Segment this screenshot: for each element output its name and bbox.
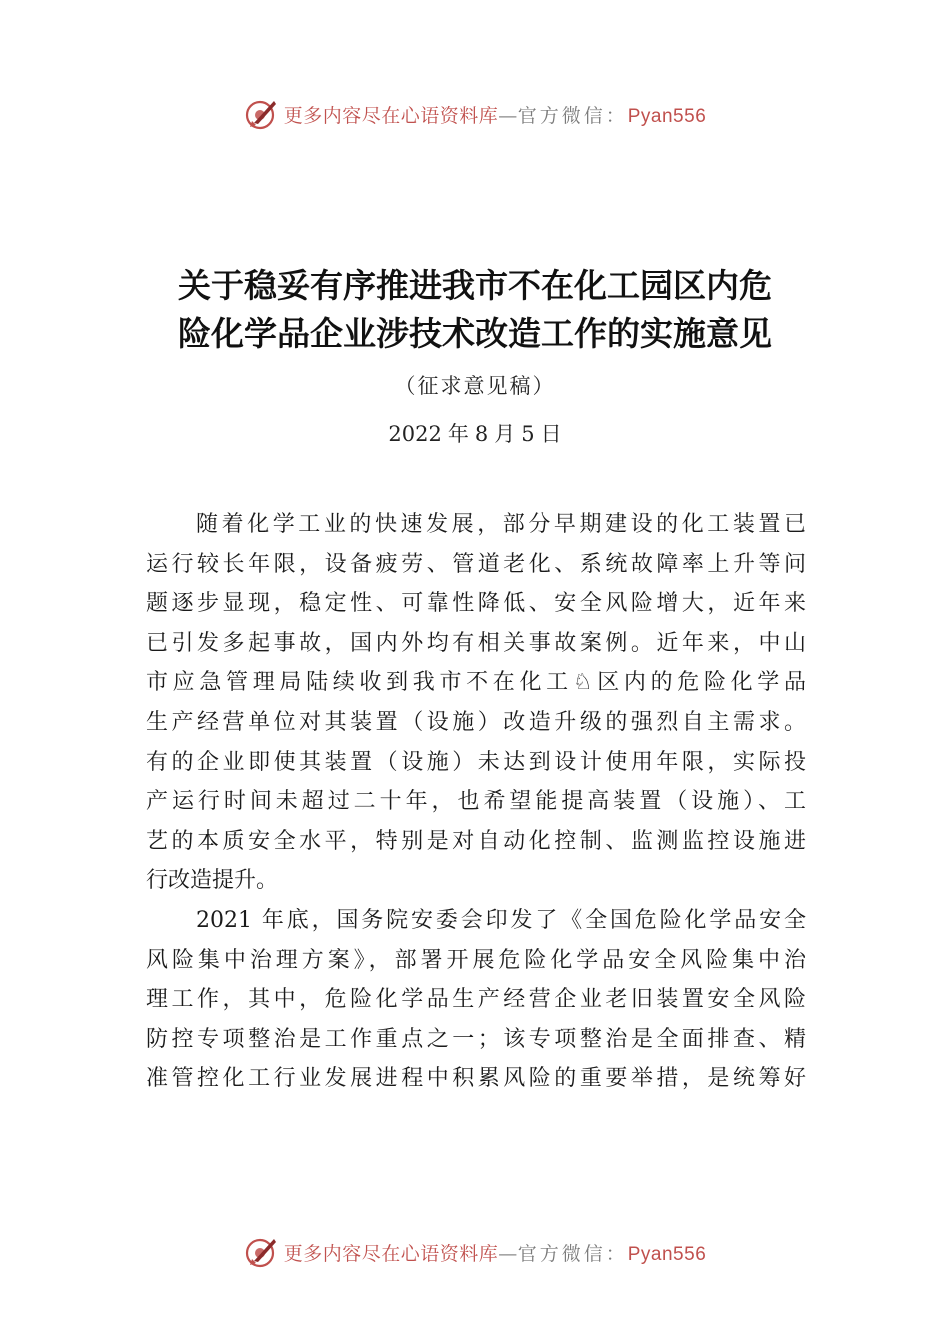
title-line-1: 关于稳妥有序推进我市不在化工园区内危 xyxy=(178,266,772,305)
body-line: 行改造提升。 xyxy=(146,868,279,894)
date-day-unit: 日 xyxy=(540,422,562,446)
body-line: 产运行时间未超过二十年，也希望能提高装置（设施）、工 xyxy=(146,789,806,815)
body-line: 准管控化工行业发展进程中积累风险的重要举措，是统筹好 xyxy=(146,1066,806,1092)
body-line: 风险集中治理方案》，部署开展危险化学品安全风险集中治 xyxy=(146,947,806,973)
banner-separator: — xyxy=(498,104,518,127)
wechat-label: 官方微信： xyxy=(517,104,628,127)
quill-logo-icon xyxy=(244,97,278,131)
body-line: 市应急管理局陆续收到我市不在化工♘区内的危险化学品 xyxy=(146,670,806,696)
body-line: 有的企业即使其装置（设施）未达到设计使用年限，实际投 xyxy=(146,749,806,775)
date-month-unit: 月 xyxy=(494,422,516,446)
date-day: 5 xyxy=(521,422,535,446)
body-line: 题逐步显现，稳定性、可靠性降低、安全风险增大，近年来 xyxy=(146,591,806,617)
quill-logo-icon xyxy=(244,1235,278,1269)
body-line: 艺的本质安全水平，特别是对自动化控制、监测监控设施进 xyxy=(146,828,806,854)
body-line: 已引发多起事故，国内外均有相关事故案例。近年来，中山 xyxy=(146,630,806,656)
date-year-unit: 年 xyxy=(447,422,469,446)
wechat-id: Pyan556 xyxy=(627,105,707,127)
wechat-id: Pyan556 xyxy=(627,1243,707,1265)
body-line: 2021 年底，国务院安委会印发了《全国危险化学品安全 xyxy=(196,907,806,933)
body-line: 运行较长年限，设备疲劳、管道老化、系统故障率上升等问 xyxy=(146,551,806,577)
brand-text: 更多内容尽在心语资料库 xyxy=(283,1242,499,1265)
document-body xyxy=(146,505,806,1099)
title-line-2: 险化学品企业涉技术改造工作的实施意见 xyxy=(178,314,772,353)
footer-watermark-banner xyxy=(0,1232,950,1272)
date-year: 2022 xyxy=(388,422,442,446)
brand-text: 更多内容尽在心语资料库 xyxy=(283,104,499,127)
header-watermark-banner xyxy=(0,94,950,134)
body-line: 随着化学工业的快速发展，部分早期建设的化工装置已 xyxy=(196,512,806,537)
body-line: 理工作，其中，危险化学品生产经营企业老旧装置安全风险 xyxy=(146,987,806,1013)
banner-separator: — xyxy=(498,1242,518,1265)
header-watermark-text xyxy=(284,101,707,128)
document-date xyxy=(0,418,950,448)
document-subtitle: （征求意见稿） xyxy=(394,374,556,398)
date-month: 8 xyxy=(474,422,489,446)
body-line: 生产经营单位对其装置（设施）改造升级的强烈自主需求。 xyxy=(146,709,806,735)
footer-watermark-text xyxy=(284,1239,707,1266)
wechat-label: 官方微信： xyxy=(517,1242,628,1265)
body-line: 防控专项整治是工作重点之一；该专项整治是全面排查、精 xyxy=(146,1026,806,1052)
document-title xyxy=(120,262,830,358)
